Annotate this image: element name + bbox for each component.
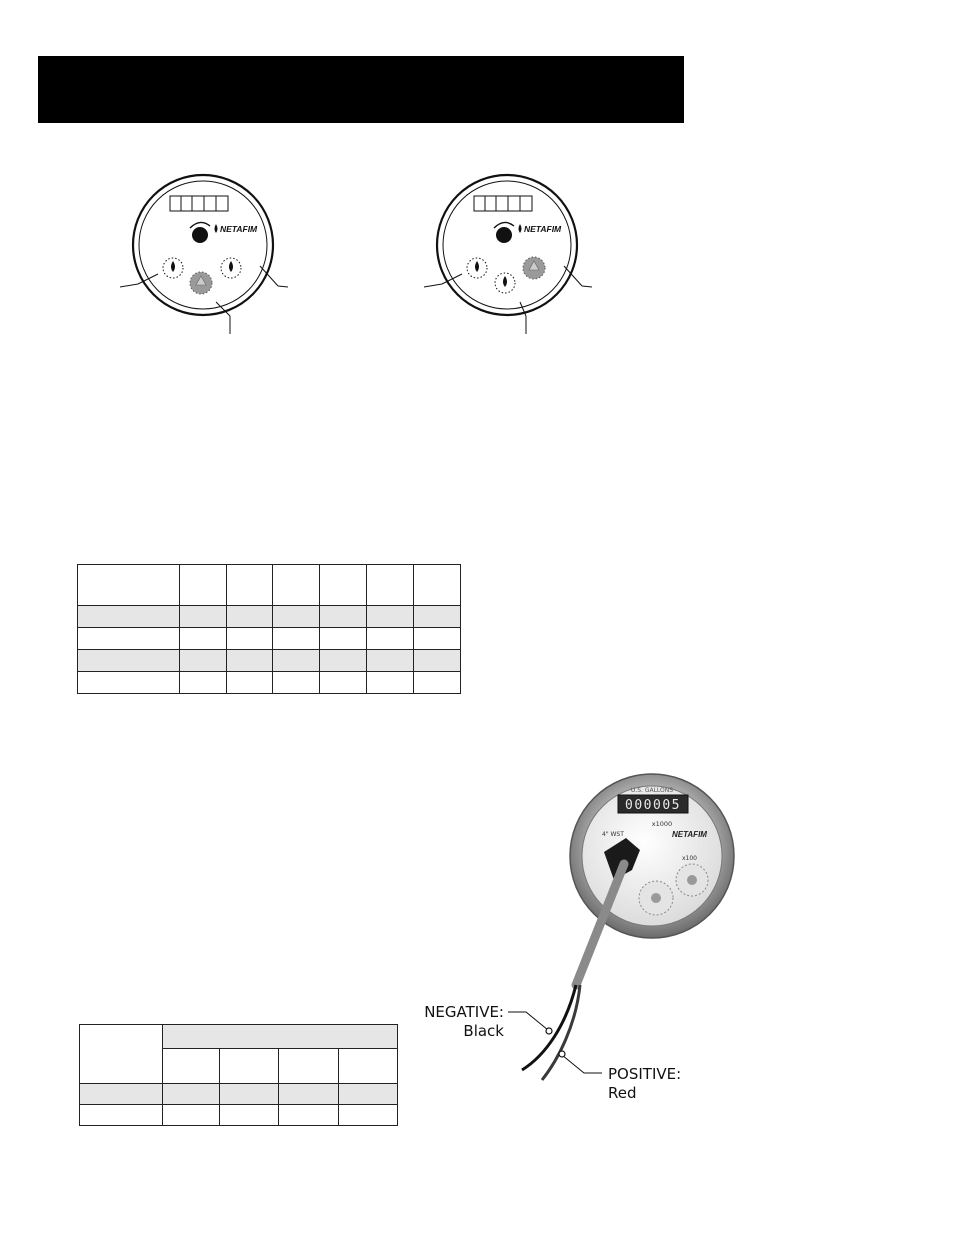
multiplier-right: x100 xyxy=(682,855,698,862)
negative-wire-label: NEGATIVE: Black xyxy=(424,1003,504,1040)
callout-line-left xyxy=(120,284,138,287)
callout-line-left xyxy=(424,284,442,287)
pointer-hub-icon xyxy=(192,227,208,243)
table-row xyxy=(78,628,461,650)
face-units: U.S. GALLONS xyxy=(630,787,674,794)
table-header-row xyxy=(80,1025,398,1049)
odometer-window xyxy=(474,196,532,211)
multiplier-top: x1000 xyxy=(651,820,673,828)
meter-wiring-photo xyxy=(416,760,754,1115)
spec-table-2 xyxy=(79,1024,398,1126)
pointer-hub-icon xyxy=(496,227,512,243)
meter-model: 4" WST xyxy=(602,831,624,838)
counter-digits: 000005 xyxy=(625,798,681,813)
table-row xyxy=(78,606,461,628)
small-dial-center-highlighted xyxy=(190,272,212,294)
table-row xyxy=(78,672,461,694)
callout-positive-line xyxy=(562,1055,602,1073)
small-dial-center xyxy=(495,273,515,293)
positive-wire-label: POSITIVE: Red xyxy=(608,1065,682,1102)
callout-negative-line xyxy=(508,1012,548,1030)
spec-table-1 xyxy=(77,564,461,694)
odometer-window xyxy=(170,196,228,211)
meter-dial-diagram-right xyxy=(422,166,592,336)
small-dial-right-highlighted xyxy=(523,257,545,279)
table-header-row xyxy=(78,565,461,606)
page-header-bar xyxy=(38,56,684,123)
table-row xyxy=(78,650,461,672)
small-dial-left xyxy=(467,258,487,278)
dial-brand: NETAFIM xyxy=(524,224,562,234)
meter-brand: NETAFIM xyxy=(672,830,707,839)
table-row xyxy=(80,1084,398,1105)
table-row xyxy=(80,1105,398,1126)
dial-brand: NETAFIM xyxy=(220,224,258,234)
meter-dial-diagram-left xyxy=(118,166,288,336)
small-dial-left xyxy=(163,258,183,278)
small-dial-right xyxy=(221,258,241,278)
